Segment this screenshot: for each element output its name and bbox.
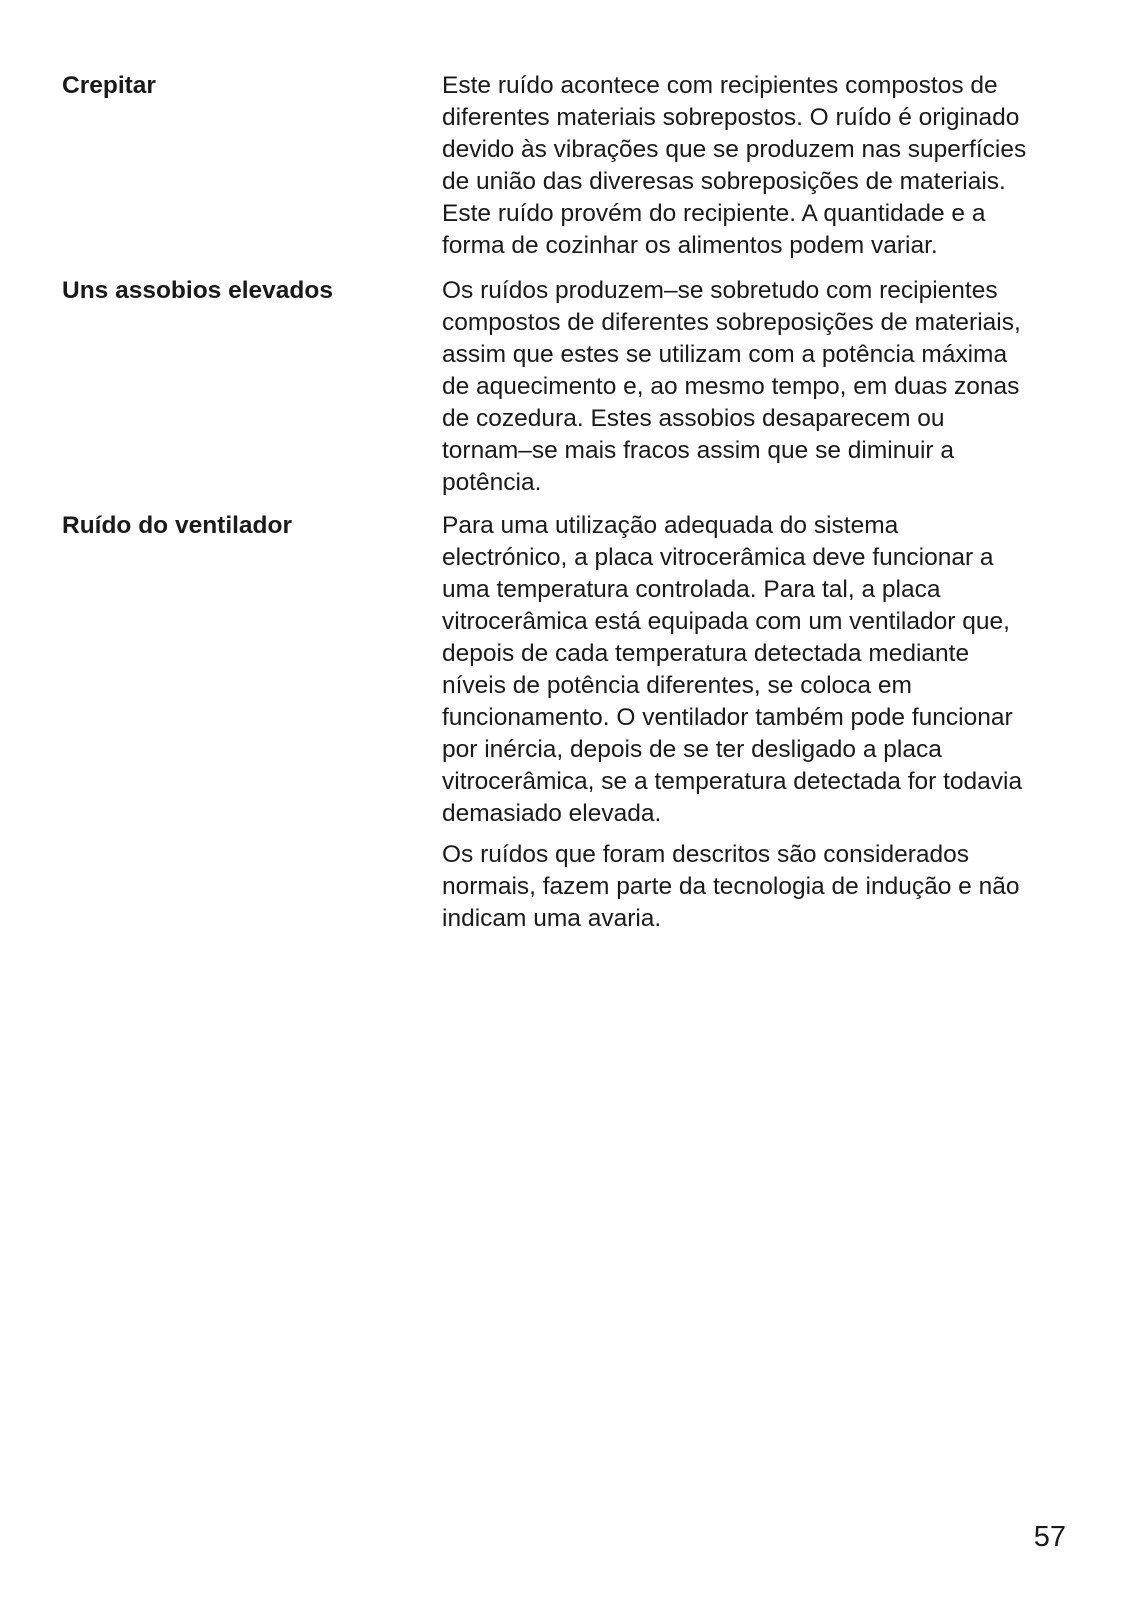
description-line: forma de cozinhar os alimentos podem variar. <box>442 232 938 259</box>
description-line: de união das diveresas sobreposições de materiais. <box>442 168 1006 195</box>
term-heading: Crepitar <box>62 72 156 99</box>
description-line: electrónico, a placa vitrocerâmica deve funcionar a <box>442 544 994 571</box>
description-line: potência. <box>442 469 542 496</box>
term-heading: Ruído do ventilador <box>62 512 293 539</box>
closing-line: indicam uma avaria. <box>442 905 662 932</box>
description-line: Este ruído provém do recipiente. A quantidade e a <box>442 200 986 227</box>
term-description <box>442 70 1072 262</box>
description-line: tornam–se mais fracos assim que se diminuir a <box>442 437 954 464</box>
description-line: depois de cada temperatura detectada mediante <box>442 640 970 667</box>
description-line: de cozedura. Estes assobios desaparecem ou <box>442 405 945 432</box>
description-line: uma temperatura controlada. Para tal, a placa <box>442 576 941 603</box>
description-line: diferentes materiais sobrepostos. O ruído é originado <box>442 104 1020 131</box>
description-line: funcionamento. O ventilador também pode funcionar <box>442 704 1013 731</box>
description-line: devido às vibrações que se produzem nas superfícies <box>442 136 1027 163</box>
description-line: vitrocerâmica, se a temperatura detectada for todavia <box>442 768 1023 795</box>
description-line: assim que estes se utilizam com a potência máxima <box>442 341 1008 368</box>
description-line: compostos de diferentes sobreposições de materiais, <box>442 309 1021 336</box>
closing-paragraph <box>442 839 1072 935</box>
description-line: de aquecimento e, ao mesmo tempo, em duas zonas <box>442 373 1020 400</box>
description-line: Este ruído acontece com recipientes compostos de <box>442 72 998 99</box>
description-line: por inércia, depois de se ter desligado a placa <box>442 736 942 763</box>
page-number: 57 <box>1033 1521 1066 1553</box>
description-line: vitrocerâmica está equipada com um ventilador que, <box>442 608 1010 635</box>
closing-line: normais, fazem parte da tecnologia de indução e não <box>442 873 1020 900</box>
closing-line: Os ruídos que foram descritos são considerados <box>442 841 970 868</box>
term-description <box>442 275 1072 499</box>
description-line: Os ruídos produzem–se sobretudo com recipientes <box>442 277 998 304</box>
term-description <box>442 510 1072 830</box>
term-heading: Uns assobios elevados <box>62 277 333 304</box>
description-line: demasiado elevada. <box>442 800 662 827</box>
description-line: níveis de potência diferentes, se coloca em <box>442 672 912 699</box>
description-line: Para uma utilização adequada do sistema <box>442 512 899 539</box>
